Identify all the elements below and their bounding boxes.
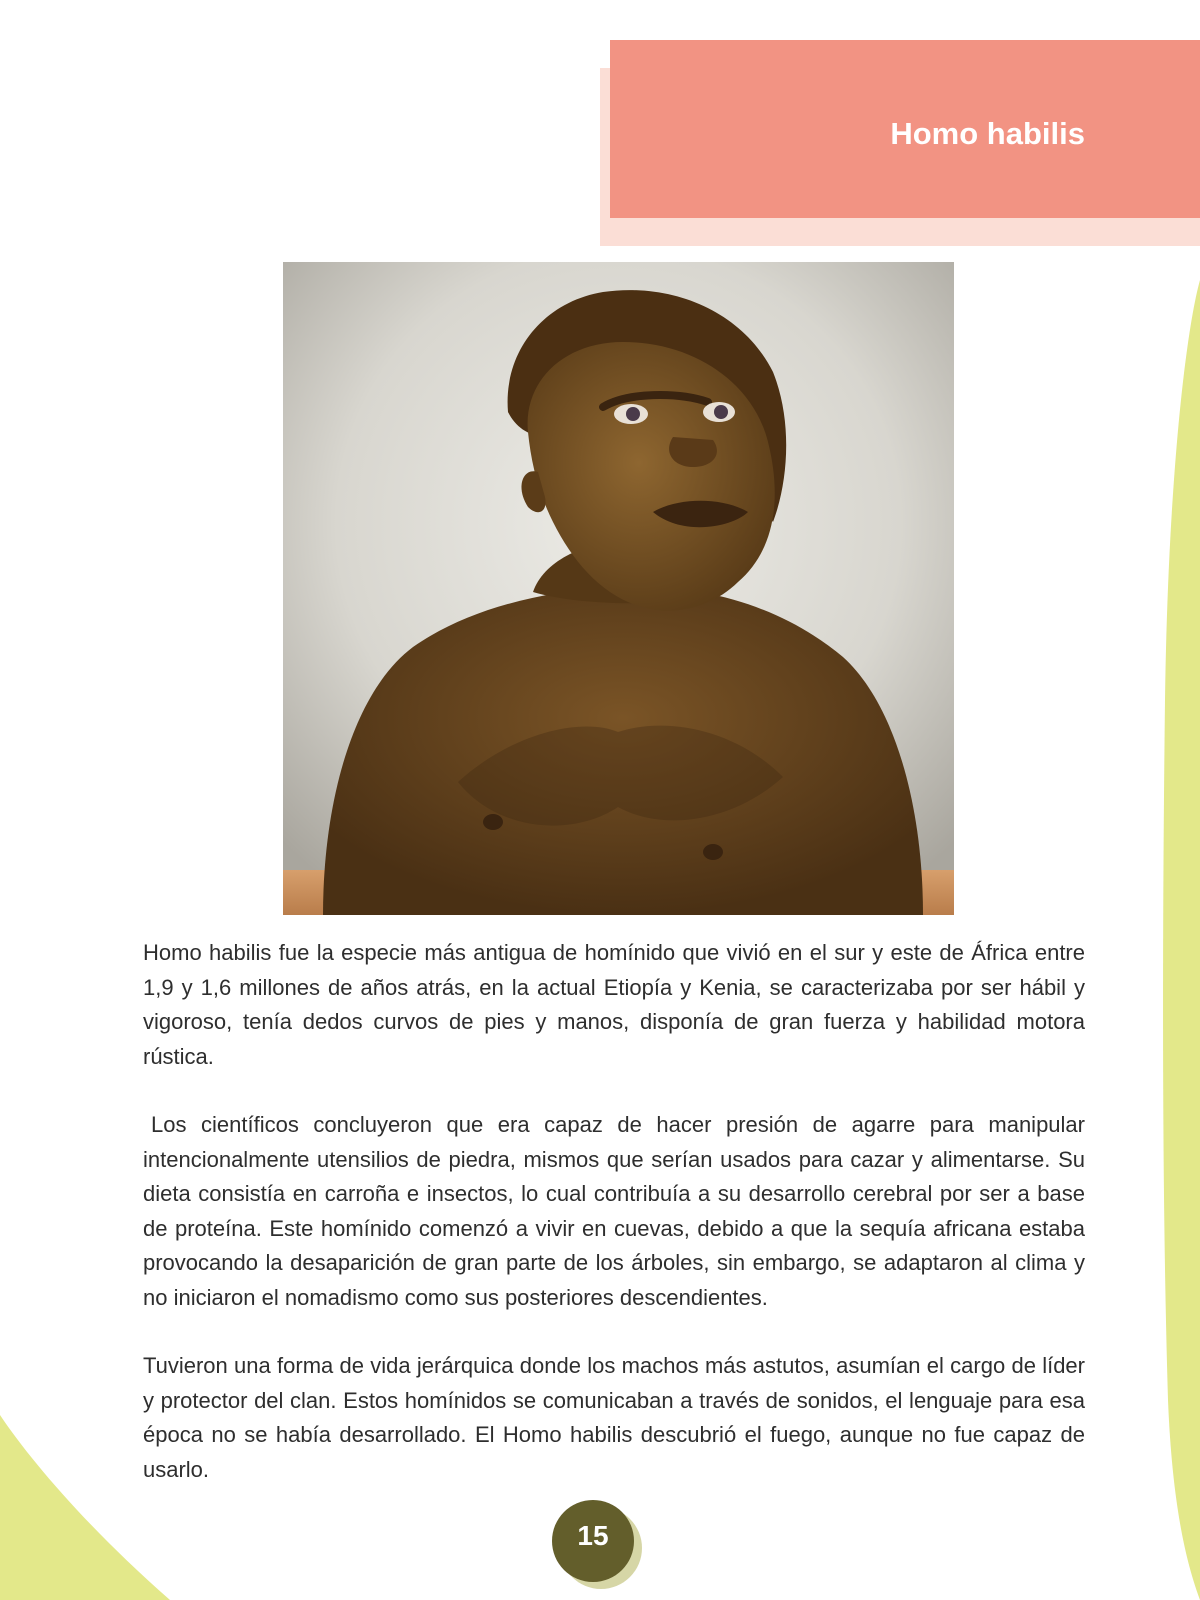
page-title: Homo habilis: [890, 116, 1085, 151]
page-number-badge: [552, 1500, 644, 1592]
page-number: 15: [577, 1520, 609, 1551]
hominid-image: [283, 262, 954, 915]
paragraph-1: Homo habilis fue la especie más antigua de homínido que vivió en el sur y este de África entre 1,9 y 1,6 millones de años atrás, en la actual Etiopía y Kenia, se caracterizaba por ser hábil y vigoroso, tenía dedos curvos de pies y manos, disponía de gran fuerza y habilidad motora rústica.: [143, 940, 1085, 1069]
paragraph-2: Los científicos concluyeron que era capaz de hacer presión de agarre para manipular intencionalmente utensilios de piedra, mismos que serían usados para cazar y alimentarse. Su dieta consistía en carroña e insectos, lo cual contribuía a su desarrollo cerebral por ser a base de proteína. Este homínido comenzó a vivir en cuevas, debido a que la sequía africana estaba provocando la desaparición de gran parte de los árboles, sin embargo, se adaptaron al clima y no iniciaron el nomadismo como sus posteriores descendientes.: [143, 1112, 1085, 1310]
body-text: [143, 936, 1085, 1521]
paragraph-3: Tuvieron una forma de vida jerárquica donde los machos más astutos, asumían el cargo de líder y protector del clan. Estos homínidos se comunicaban a través de sonidos, el lenguaje para esa época no se había desarrollado. El Homo habilis descubrió el fuego, aunque no fue capaz de usarlo.: [143, 1353, 1085, 1482]
right-green-wave: [1163, 280, 1200, 1600]
homo-habilis-illustration: [283, 262, 954, 915]
